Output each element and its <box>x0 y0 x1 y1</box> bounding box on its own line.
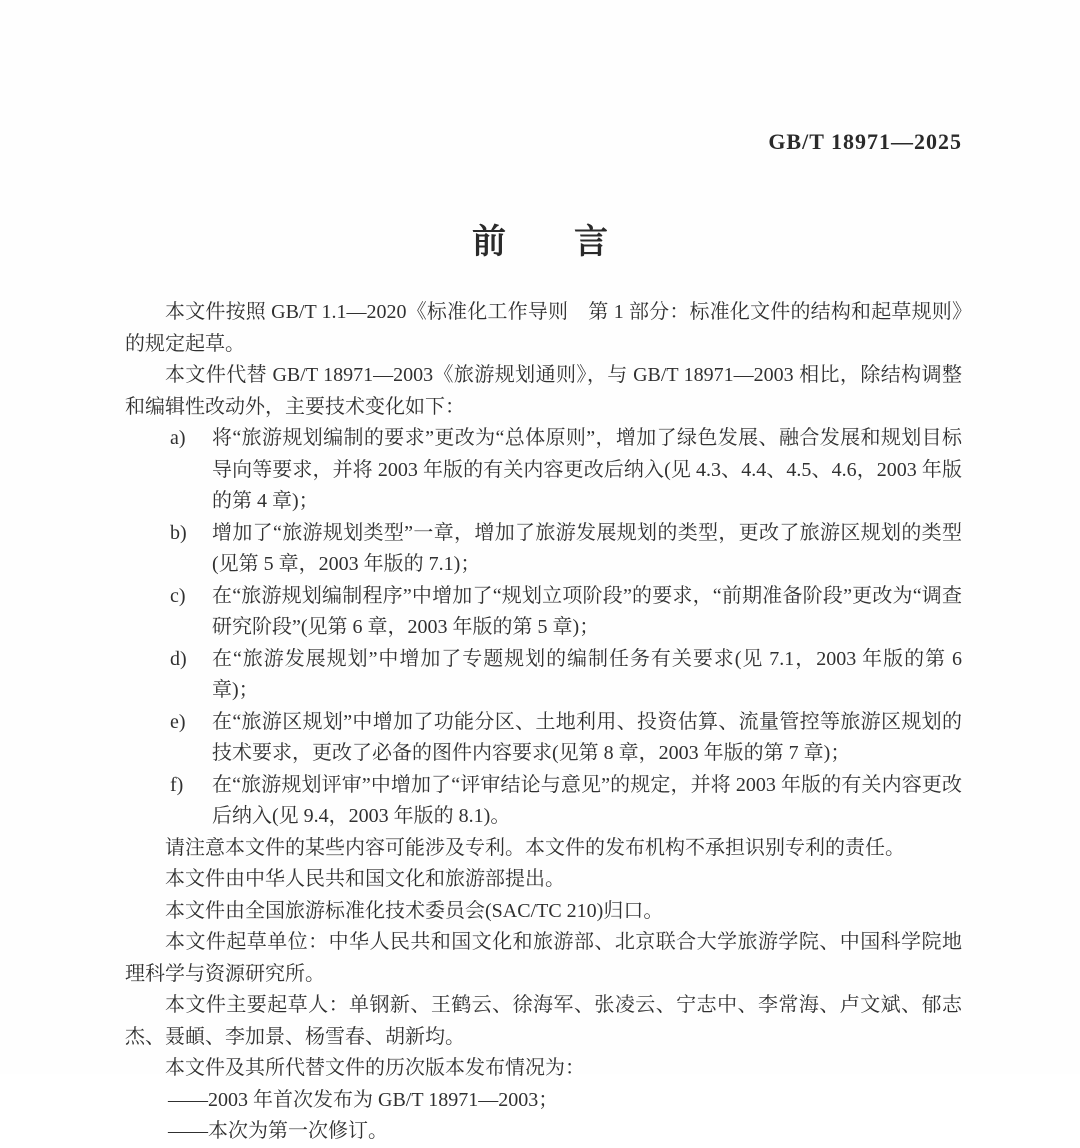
history-lead: 本文件及其所代替文件的历次版本发布情况为： <box>165 1057 585 1079</box>
change-label: f) <box>170 773 184 796</box>
change-text: 在“旅游区规划”中增加了功能分区、土地利用、投资估算、流量管控等旅游区规划的技术要求，更改了必备的图件内容要求(见第 8 章，2003 年版的第 7 章)； <box>212 710 962 764</box>
change-text: 将“旅游规划编制的要求”更改为“总体原则”，增加了绿色发展、融合发展和规划目标导向等要求，并将 2003 年版的有关内容更改后纳入(见 4.3、4.4、4.5、4.6，2003 年版的第 4 章)； <box>212 427 962 512</box>
history-item: ——本次为第一次修订。 <box>168 1120 388 1142</box>
change-label: c) <box>170 584 186 607</box>
change-text: 在“旅游发展规划”中增加了专题规划的编制任务有关要求(见 7.1，2003 年版的第 6 章)； <box>212 647 962 701</box>
intro-paragraph: 本文件代替 GB/T 18971—2003《旅游规划通则》，与 GB/T 18971—2003 相比，除结构调整和编辑性改动外，主要技术变化如下： <box>125 364 962 418</box>
change-label: d) <box>170 647 187 670</box>
change-item <box>125 423 962 518</box>
change-text: 在“旅游规划评审”中增加了“评审结论与意见”的规定，并将 2003 年版的有关内容更改后纳入(见 9.4，2003 年版的 8.1)。 <box>212 773 962 827</box>
change-item <box>125 581 962 644</box>
history-item: ——2003 年首次发布为 GB/T 18971—2003； <box>168 1088 559 1111</box>
standard-number: GB/T 18971—2025 <box>768 129 962 154</box>
note-paragraph: 本文件主要起草人：单钢新、王鹤云、徐海军、张凌云、宁志中、李常海、卢文斌、郁志杰、聂頔、李加景、杨雪春、胡新均。 <box>125 994 962 1048</box>
foreword-title: 前 言 <box>472 223 608 261</box>
change-label: a) <box>170 427 186 449</box>
note-paragraph: 本文件由中华人民共和国文化和旅游部提出。 <box>165 868 565 890</box>
change-item <box>125 707 962 770</box>
note-paragraph: 请注意本文件的某些内容可能涉及专利。本文件的发布机构不承担识别专利的责任。 <box>165 836 905 859</box>
change-label: b) <box>170 521 187 544</box>
note-paragraph: 本文件起草单位：中华人民共和国文化和旅游部、北京联合大学旅游学院、中国科学院地理科学与资源研究所。 <box>125 931 962 985</box>
foreword-body <box>125 297 962 1148</box>
note-paragraph: 本文件由全国旅游标准化技术委员会(SAC/TC 210)归口。 <box>165 899 664 922</box>
change-label: e) <box>170 710 186 733</box>
change-text: 增加了“旅游规划类型”一章，增加了旅游发展规划的类型，更改了旅游区规划的类型(见第 5 章，2003 年版的 7.1)； <box>212 521 962 575</box>
change-item <box>125 770 962 833</box>
change-item <box>125 518 962 581</box>
intro-paragraph: 本文件按照 GB/T 1.1—2020《标准化工作导则 第 1 部分：标准化文件的结构和起草规则》的规定起草。 <box>125 301 962 355</box>
change-text: 在“旅游规划编制程序”中增加了“规划立项阶段”的要求，“前期准备阶段”更改为“调查研究阶段”(见第 6 章，2003 年版的第 5 章)； <box>212 584 962 638</box>
change-item <box>125 644 962 707</box>
